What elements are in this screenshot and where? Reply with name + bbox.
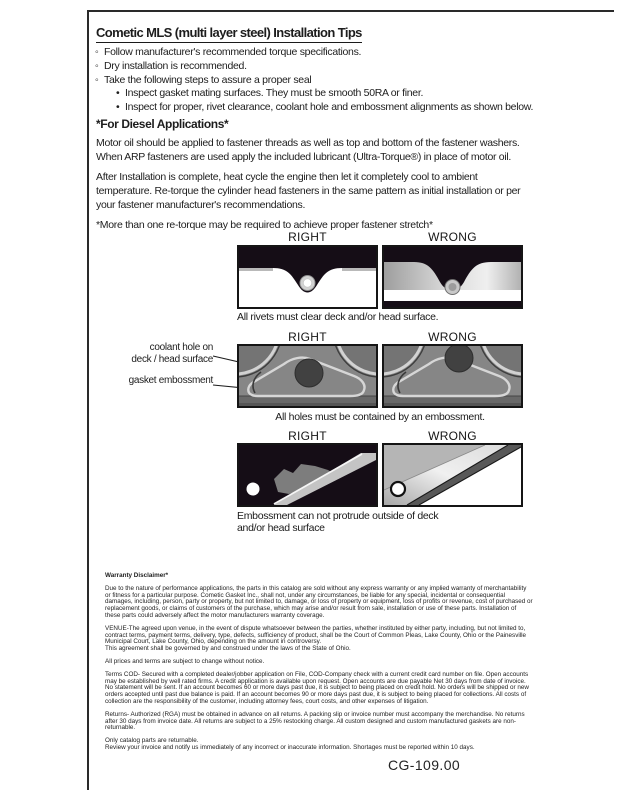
coolant-hole-right-illustration	[239, 346, 376, 406]
disclaimer-paragraph: Review your invoice and notify us immediately of any incorrect or inaccurate information. Shortages must be reported within 10 days.	[105, 743, 475, 751]
disclaimer-heading: Warranty Disclaimer*	[105, 572, 169, 579]
retorque-note: *More than one re-torque may be required to achieve proper fastener stretch*	[96, 219, 433, 231]
page-border-left	[87, 10, 89, 790]
list-item-text: Inspect gasket mating surfaces. They must be smooth 50RA or finer.	[125, 87, 424, 100]
bullet-marker: ◦	[95, 59, 99, 72]
list-item	[95, 46, 545, 60]
right-label: RIGHT	[288, 330, 327, 344]
list-item	[95, 74, 545, 88]
callout-coolant-hole	[90, 342, 213, 365]
diesel-paragraph-oil: Motor oil should be applied to fastener threads as well as top and bottom of the fastener washers. When ARP fasteners are used apply the included lubricant (Ultra-Torque®) in place of motor oil.	[96, 137, 520, 163]
disclaimer-paragraph: This agreement shall be governed by and construed under the laws of the State of Ohio.	[105, 645, 351, 653]
tips-list	[95, 46, 545, 115]
caption-holes: All holes must be contained by an embossment.	[275, 411, 485, 423]
disclaimer-paragraph: Returns- Authorized (RGA) must be obtained in advance on all returns. A packing slip or invoice number must accompany the merchandise. No returns after 30 days from invoice date. All returns are subject to a 25% restocking charge. All custom designed and custom manufactured gaskets are non-returnable.	[105, 710, 525, 732]
page-code: CG-109.00	[388, 757, 461, 773]
diagram-hole-right	[237, 344, 378, 408]
embossment-wrong-illustration	[384, 445, 521, 505]
embossment-right-illustration	[239, 445, 376, 505]
diagram-embossment-right	[237, 443, 378, 507]
callout-text: gasket embossment	[128, 375, 213, 386]
caption-line: Embossment can not protrude outside of deck	[237, 510, 439, 522]
diagram-embossment-wrong	[382, 443, 523, 507]
diagram-rivet-right	[237, 245, 378, 309]
disclaimer-paragraph: VENUE-The agreed upon venue, in the event of dispute whatsoever between the parties, whether instituted by either party, including, but not limited to, contract terms, payment terms, delivery, type, defects, sufficiency of product, shall be the Court of Common Pleas, Lake County, Ohio or the Painesville Municipal Court, Lake County, Ohio, depending on the amount in controversy.	[105, 624, 527, 646]
diagram-rivet-wrong	[382, 245, 523, 309]
list-item-text: Follow manufacturer's recommended torque specifications.	[104, 46, 362, 58]
list-subitem	[116, 87, 545, 101]
warranty-disclaimer	[105, 573, 533, 752]
diesel-paragraph-heat-cycle: After Installation is complete, heat cycle the engine then let it completely cool to ambient temperature. Re-torque the cylinder head fasteners in the same pattern as initial installation or per your fastener manufacturer's recommendations.	[96, 171, 521, 211]
disclaimer-paragraph: All prices and terms are subject to change without notice.	[105, 657, 265, 665]
bullet-marker: ◦	[95, 73, 99, 86]
caption-rivets: All rivets must clear deck and/or head surface.	[237, 311, 439, 323]
disclaimer-paragraph: Only catalog parts are returnable.	[105, 737, 199, 745]
wrong-label: WRONG	[428, 230, 477, 244]
coolant-hole-wrong-illustration	[384, 346, 521, 406]
bullet-marker: •	[116, 101, 120, 114]
bullet-marker: •	[116, 87, 120, 100]
list-item-text: Inspect for proper, rivet clearance, coolant hole and embossment alignments as shown below.	[125, 101, 534, 114]
wrong-label: WRONG	[428, 330, 477, 344]
rivet-clearance-wrong-illustration	[384, 247, 521, 307]
diagram-hole-wrong	[382, 344, 523, 408]
rivet-clearance-right-illustration	[239, 247, 376, 307]
page-title: Cometic MLS (multi layer steel) Installation Tips	[96, 25, 362, 43]
callout-gasket-embossment	[90, 375, 213, 387]
right-label: RIGHT	[288, 429, 327, 443]
list-item	[95, 60, 545, 74]
disclaimer-paragraph: Due to the nature of performance applications, the parts in this catalog are sold without any express warranty or any implied warranty of merchantability or fitness for a particular purpose. Cometic Gasket Inc., shall not, under any circumstances, be liable for any special, incidental or consequential damages, including, person, party or property, but not limited to, damage, or loss of property or equipment, loss of profits or revenue, cost of purchased or replacement goods, or claims of customers of the purchase, which may arise and/or result from sale, installation or use of these parts. Installation of these parts could adversely affect the motor manufacturers warranty coverage.	[105, 584, 533, 619]
disclaimer-paragraph: Terms COD- Secured with a completed dealer/jobber application on File, COD-Company check with a current credit card number on file. Open accounts may be established by well rated firms. A credit application is available upon request. Open accounts are due payable Net 30 days from date of invoice. No statement will be sent. If an account becomes 60 or more days past due, it is subject to being placed on credit hold. No orders will be shipped or new orders accepted until past due balance is paid. If an account becomes 90 or more days past due, it is subject to being placed for collections. All costs of collection are the responsibility of the customer, including attorney fees, court costs, and other expenses of litigation.	[105, 670, 529, 705]
callout-text: deck / head surface	[131, 353, 213, 365]
bullet-marker: ◦	[95, 46, 99, 58]
caption-embossment	[237, 510, 438, 534]
callout-text: coolant hole on	[149, 342, 213, 353]
diesel-heading: *For Diesel Applications*	[96, 117, 229, 131]
caption-line: and/or head surface	[237, 522, 325, 534]
list-item-text: Take the following steps to assure a proper seal	[104, 73, 312, 86]
page-border-top	[87, 10, 614, 12]
right-label: RIGHT	[288, 230, 327, 244]
wrong-label: WRONG	[428, 429, 477, 443]
list-subitem	[116, 101, 545, 115]
list-item-text: Dry installation is recommended.	[104, 59, 247, 72]
